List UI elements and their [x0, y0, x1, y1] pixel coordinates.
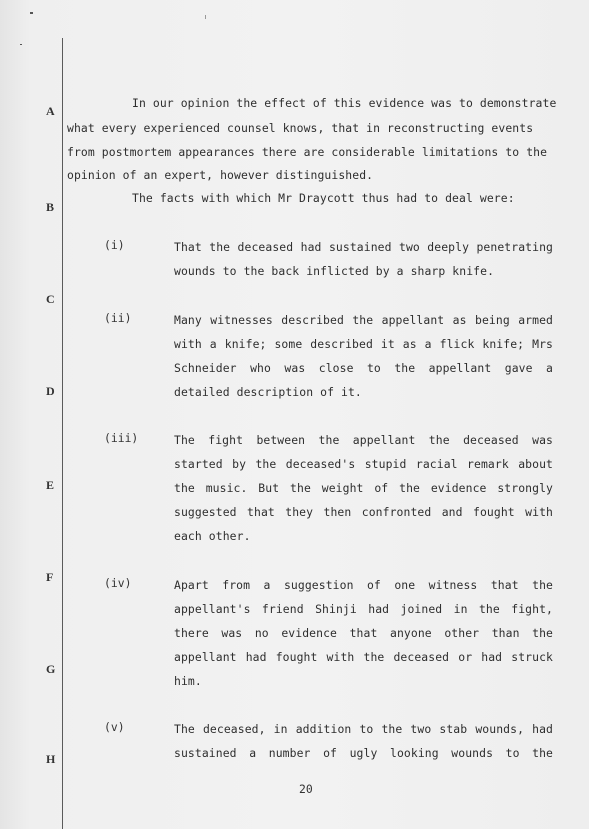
- item-line: appellant's friend Shinji had joined in the fight,: [174, 602, 553, 616]
- item-line: The fight between the appellant the deceased was: [174, 433, 553, 447]
- intro-line-5: The facts with which Mr Draycott thus had to deal were:: [132, 191, 515, 205]
- item-number: (iv): [104, 576, 132, 590]
- scan-speck: [30, 12, 33, 14]
- scan-speck: [20, 44, 22, 45]
- margin-letter-b: B: [46, 200, 55, 214]
- item-line: sustained a number of ugly looking wounds to the: [174, 746, 553, 760]
- item-line: the music. But the weight of the evidence strongly: [174, 481, 553, 495]
- item-line: detailed description of it.: [174, 385, 362, 399]
- intro-line-2: what every experienced counsel knows, that in reconstructing events: [67, 121, 534, 135]
- item-line: The deceased, in addition to the two stab wounds, had: [174, 722, 553, 736]
- item-line: each other.: [174, 529, 251, 543]
- page-number: 20: [299, 782, 313, 796]
- item-line: him.: [174, 674, 202, 688]
- margin-letter-f: F: [46, 570, 54, 584]
- item-line: with a knife; some described it as a flick knife; Mrs: [174, 337, 553, 351]
- margin-letter-a: A: [46, 104, 55, 118]
- item-line: Apart from a suggestion of one witness that the: [174, 578, 553, 592]
- item-number: (v): [104, 720, 125, 734]
- margin-rule: [62, 38, 63, 829]
- item-line: there was no evidence that anyone other than the: [174, 626, 553, 640]
- margin-letter-g: G: [46, 662, 56, 676]
- item-line: suggested that they then confronted and fought with: [174, 505, 553, 519]
- item-number: (iii): [104, 431, 139, 445]
- item-line: started by the deceased's stupid racial remark about: [174, 457, 553, 471]
- item-line: wounds to the back inflicted by a sharp knife.: [174, 264, 495, 278]
- intro-line-1: In our opinion the effect of this evidence was to demonstrate: [132, 96, 557, 110]
- intro-line-4: opinion of an expert, however distinguished.: [67, 168, 374, 182]
- item-number: (i): [104, 238, 125, 252]
- item-line: That the deceased had sustained two deeply penetrating: [174, 240, 553, 254]
- margin-letter-c: C: [46, 292, 55, 306]
- item-number: (ii): [104, 311, 132, 325]
- margin-letter-h: H: [46, 752, 56, 766]
- item-line: Schneider who was close to the appellant gave a: [174, 361, 553, 375]
- intro-line-3: from postmortem appearances there are considerable limitations to the: [67, 145, 548, 159]
- margin-letter-d: D: [46, 384, 55, 398]
- margin-letter-e: E: [46, 478, 55, 492]
- scan-speck: [205, 15, 206, 19]
- item-line: appellant had fought with the deceased or had struck: [174, 650, 553, 664]
- item-line: Many witnesses described the appellant as being armed: [174, 313, 553, 327]
